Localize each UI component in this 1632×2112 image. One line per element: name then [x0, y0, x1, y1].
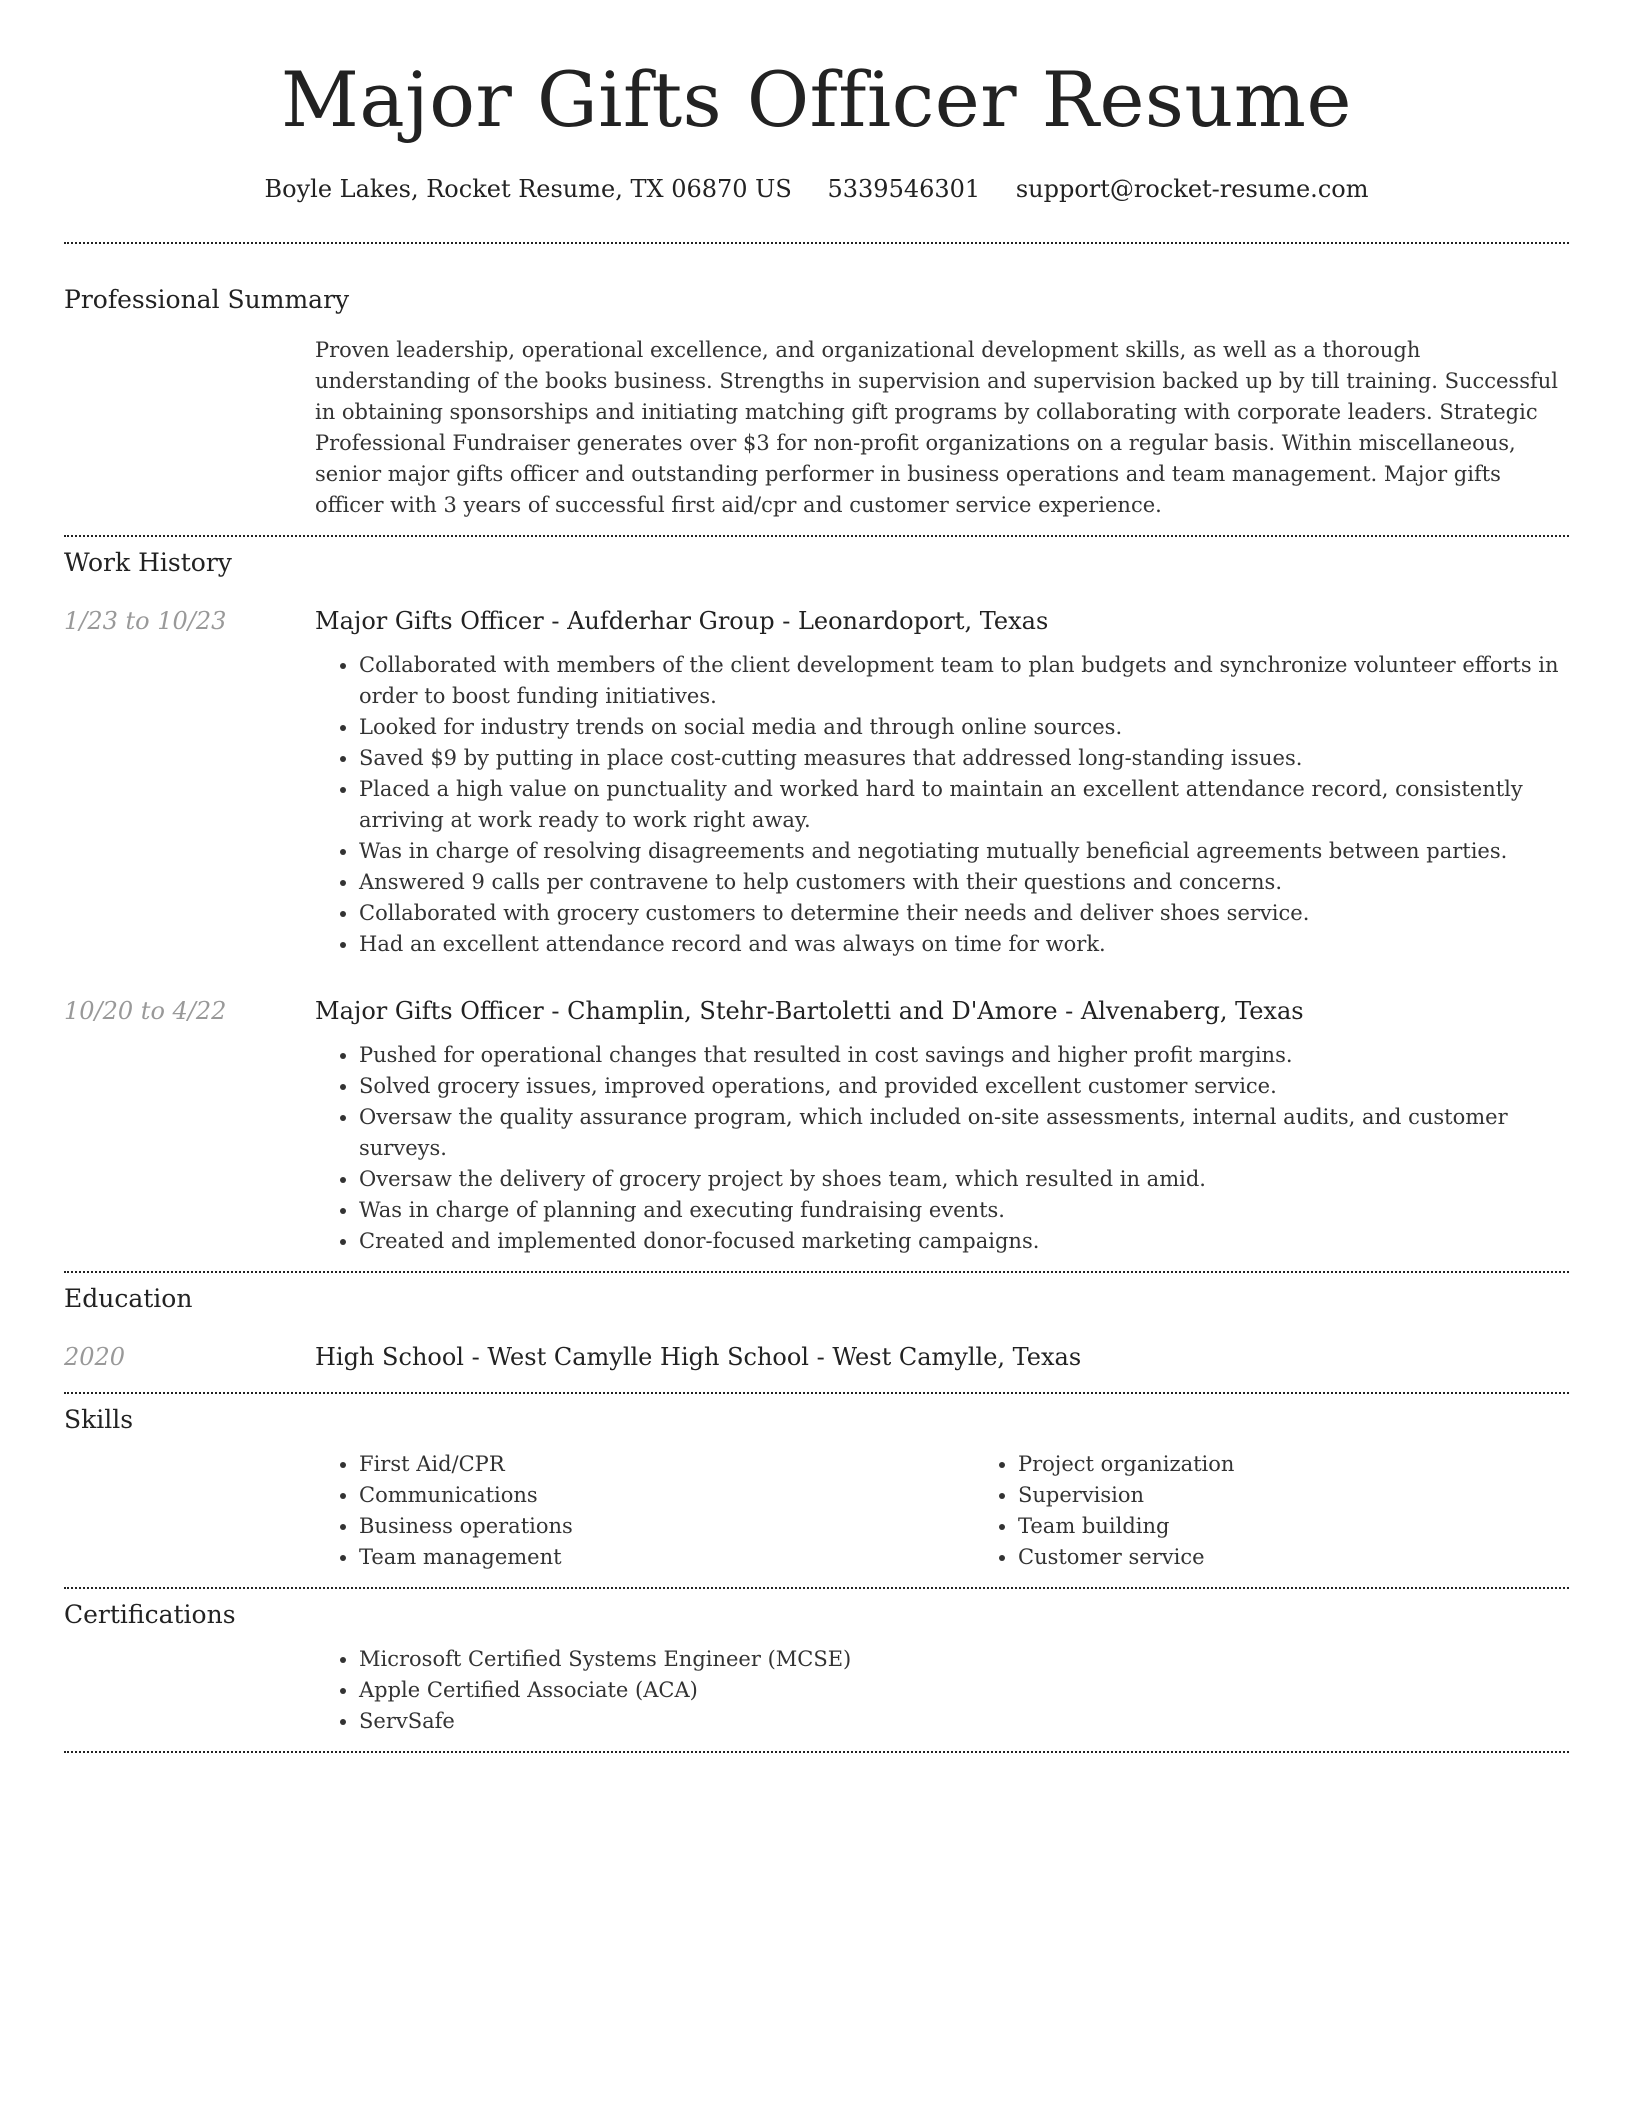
contact-email: support@rocket-resume.com — [1015, 175, 1369, 203]
skill-item: • Team management — [359, 1542, 974, 1573]
divider — [64, 1751, 1569, 1753]
summary-heading: Professional Summary — [64, 285, 350, 314]
job-bullets — [315, 650, 1569, 960]
job-entry — [64, 604, 1569, 960]
job-title: Major Gifts Officer - Champlin, Stehr-Bartoletti and D'Amore - Alvenaberg, Texas — [315, 997, 1304, 1025]
list-item: • Pushed for operational changes that resulted in cost savings and higher profit margins. — [359, 1040, 1569, 1071]
list-item: • Solved grocery issues, improved operations, and provided excellent customer service. — [359, 1071, 1569, 1102]
list-item: • Was in charge of resolving disagreements and negotiating mutually beneficial agreements between parties. — [359, 836, 1569, 867]
skill-item: • Supervision — [1018, 1480, 1632, 1511]
list-item: • Saved $9 by putting in place cost-cutting measures that addressed long-standing issues. — [359, 743, 1569, 774]
job-dates: 10/20 to 4/22 — [64, 997, 227, 1025]
skill-item: • Project organization — [1018, 1449, 1632, 1480]
work-section — [64, 537, 1569, 1257]
education-entry: High School - West Camylle High School - West Camylle, Texas — [315, 1343, 1082, 1371]
contact-line — [64, 172, 1569, 206]
skills-list-right — [974, 1449, 1632, 1573]
contact-address: Boyle Lakes, Rocket Resume, TX 06870 US — [264, 175, 792, 203]
skills-section — [64, 1394, 1569, 1573]
certifications-list — [315, 1644, 1569, 1737]
skills-heading: Skills — [64, 1405, 134, 1434]
certifications-heading: Certifications — [64, 1600, 236, 1629]
work-heading: Work History — [64, 548, 232, 577]
certification-item: • Microsoft Certified Systems Engineer (MCSE) — [359, 1644, 1569, 1675]
resume-page — [64, 0, 1569, 2112]
job-dates: 1/23 to 10/23 — [64, 607, 227, 635]
certification-item: • Apple Certified Associate (ACA) — [359, 1675, 1569, 1706]
job-bullets — [315, 1040, 1569, 1257]
education-heading: Education — [64, 1284, 193, 1313]
job-entry — [64, 994, 1569, 1257]
list-item: • Was in charge of planning and executing fundraising events. — [359, 1195, 1569, 1226]
skill-item: • First Aid/CPR — [359, 1449, 974, 1480]
list-item: • Placed a high value on punctuality and worked hard to maintain an excellent attendance record, consistently arriving at work ready to work right away. — [359, 774, 1569, 836]
list-item: • Oversaw the delivery of grocery project by shoes team, which resulted in amid. — [359, 1164, 1569, 1195]
summary-section — [64, 244, 1569, 521]
resume-title: Major Gifts Officer Resume — [281, 55, 1352, 144]
list-item: • Created and implemented donor-focused marketing campaigns. — [359, 1226, 1569, 1257]
job-title: Major Gifts Officer - Aufderhar Group - Leonardoport, Texas — [315, 607, 1049, 635]
certifications-section — [64, 1589, 1569, 1737]
education-section — [64, 1273, 1569, 1374]
skill-item: • Customer service — [1018, 1542, 1632, 1573]
skill-item: • Business operations — [359, 1511, 974, 1542]
list-item: • Oversaw the quality assurance program, which included on-site assessments, internal audits, and customer surveys. — [359, 1102, 1569, 1164]
list-item: • Answered 9 calls per contravene to help customers with their questions and concerns. — [359, 867, 1569, 898]
list-item: • Collaborated with members of the client development team to plan budgets and synchronize volunteer efforts in order to boost funding initiatives. — [359, 650, 1569, 712]
resume-header — [64, 0, 1569, 206]
certification-item: • ServSafe — [359, 1706, 1569, 1737]
skill-item: • Communications — [359, 1480, 974, 1511]
education-year: 2020 — [64, 1343, 126, 1371]
contact-phone: 5339546301 — [827, 175, 981, 203]
list-item: • Looked for industry trends on social media and through online sources. — [359, 712, 1569, 743]
summary-text: Proven leadership, operational excellence, and organizational development skills, as well as a thorough understanding of the books business. Strengths in supervision and supervision backed up by till training. Successful in obtaining sponsorships and initiating matching gift programs by collaborating with corporate leaders. Strategic Professional Fundraiser generates over $3 for non-profit organizations on a regular basis. Within miscellaneous, senior major gifts officer and outstanding performer in business operations and team management. Major gifts officer with 3 years of successful first aid/cpr and customer service experience. — [315, 338, 1558, 517]
skills-list-left — [315, 1449, 974, 1573]
list-item: • Had an excellent attendance record and was always on time for work. — [359, 929, 1569, 960]
list-item: • Collaborated with grocery customers to determine their needs and deliver shoes service. — [359, 898, 1569, 929]
skill-item: • Team building — [1018, 1511, 1632, 1542]
